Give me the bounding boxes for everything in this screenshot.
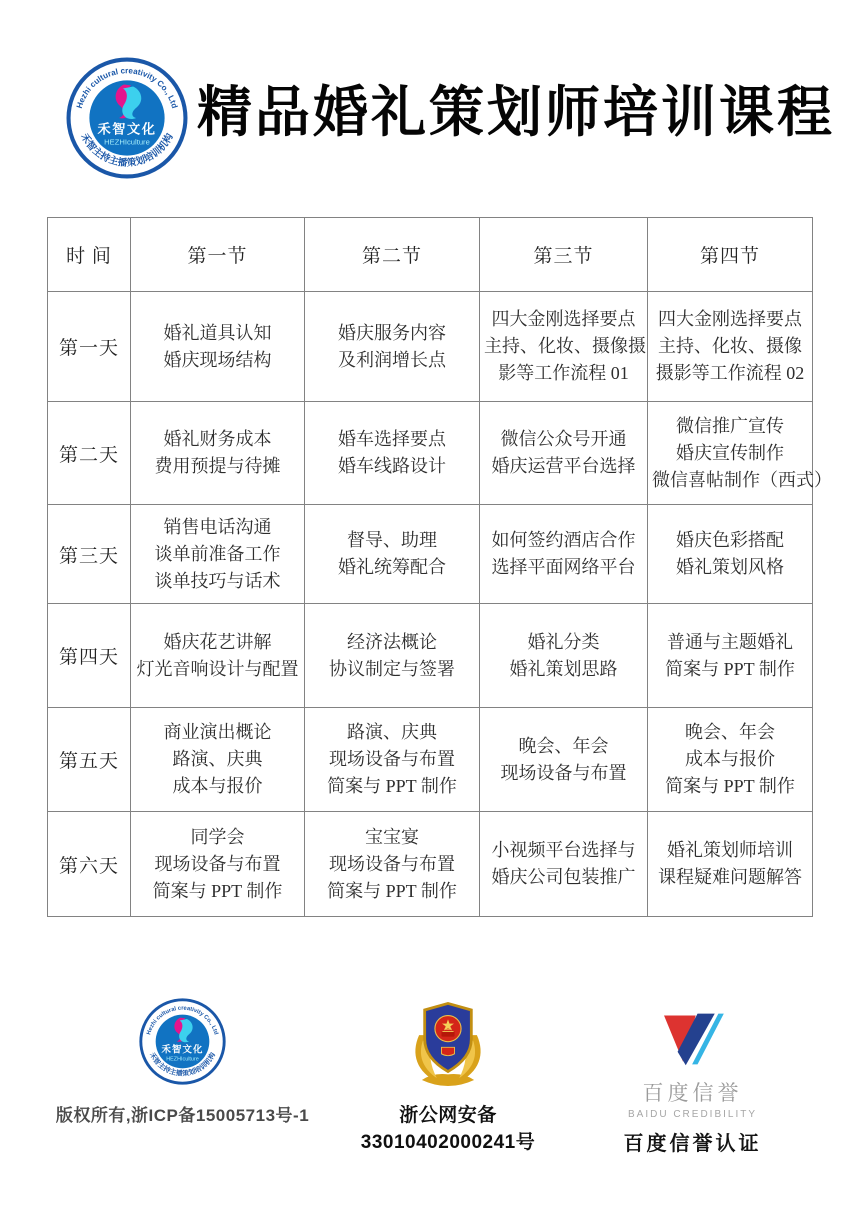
footer-baidu-block: [565, 993, 820, 1156]
table-header: [48, 218, 813, 292]
course-line: 及利润增长点: [338, 349, 446, 370]
course-line: 经济法概论: [347, 631, 437, 652]
course-line: 摄影等工作流程 02: [655, 363, 805, 383]
course-line: 婚礼财务成本: [163, 429, 272, 449]
course-line: 微信推广宣传: [676, 415, 784, 436]
course-schedule-table: [47, 217, 832, 917]
column-header-2: 第二节: [305, 218, 480, 292]
baidu-credibility-icon: [652, 1010, 734, 1068]
course-line: 四大金刚选择要点: [658, 309, 802, 329]
course-line: 简案与 PPT 制作: [327, 880, 457, 901]
table-row-day-4: [48, 604, 813, 708]
table-row-day-1: [48, 292, 813, 402]
course-line: 晚会、年会: [518, 735, 609, 756]
course-line: 路演、庆典: [347, 722, 437, 742]
course-cell: [305, 812, 480, 917]
course-line: 主持、化妆、摄像摄: [484, 336, 646, 356]
course-line: 婚庆服务内容: [338, 322, 446, 343]
course-cell: [648, 812, 813, 917]
course-line: 婚礼统筹配合: [338, 557, 446, 577]
course-line: 婚庆现场结构: [163, 349, 272, 370]
course-line: 婚车线路设计: [338, 456, 446, 476]
course-line: 婚庆色彩搭配: [676, 530, 784, 550]
course-line: 谈单前准备工作: [154, 543, 281, 564]
day-label: 第六天: [48, 812, 131, 917]
column-header-0: 时 间: [48, 218, 131, 292]
course-line: 微信公众号开通: [500, 429, 627, 449]
course-cell: [648, 292, 813, 402]
course-line: 婚礼策划风格: [676, 557, 784, 577]
course-line: 简案与 PPT 制作: [665, 776, 795, 796]
copyright-text: 版权所有,浙ICP备15005713号-1: [55, 1106, 310, 1125]
course-line: 成本与报价: [685, 749, 775, 769]
column-header-1: 第一节: [131, 218, 305, 292]
course-line: 商业演出概论: [163, 722, 272, 742]
table-row-day-6: [48, 812, 813, 917]
course-line: 微信喜帖制作（西式）: [652, 469, 832, 490]
footer-copyright-block: [55, 993, 310, 1126]
table-row-day-2: [48, 402, 813, 505]
course-line: 课程疑难问题解答: [658, 867, 802, 887]
course-line: 婚庆运营平台选择: [491, 456, 636, 476]
course-cell: [131, 402, 305, 505]
course-cell: [480, 402, 648, 505]
course-line: 小视频平台选择与: [491, 840, 636, 860]
course-line: 普通与主题婚礼: [667, 631, 793, 652]
course-line: 简案与 PPT 制作: [327, 776, 457, 796]
course-line: 四大金刚选择要点: [491, 309, 636, 329]
course-line: 同学会: [190, 826, 245, 847]
course-cell: [648, 708, 813, 812]
course-line: 督导、助理: [347, 530, 437, 550]
course-line: 如何签约酒店合作: [491, 530, 636, 550]
course-line: 宝宝宴: [365, 826, 419, 847]
footer-police-block: [320, 993, 576, 1154]
police-record-text: 浙公网安备 33010402000241号: [360, 1105, 536, 1153]
table-row-day-3: [48, 505, 813, 604]
police-badge-icon: [401, 996, 495, 1093]
baidu-name-cn: 百度信誉: [642, 1082, 743, 1105]
course-line: 婚庆宣传制作: [676, 442, 784, 463]
day-label: 第二天: [48, 402, 131, 505]
course-cell: [131, 292, 305, 402]
column-header-4: 第四节: [648, 218, 813, 292]
day-label: 第一天: [48, 292, 131, 402]
course-cell: [480, 812, 648, 917]
course-cell: [648, 402, 832, 505]
course-line: 谈单技巧与话术: [154, 570, 281, 591]
course-line: 影等工作流程 01: [498, 363, 629, 383]
column-header-3: 第三节: [480, 218, 648, 292]
baidu-name-en: BAIDU CREDIBILITY: [627, 1109, 758, 1120]
footer: [0, 993, 860, 1153]
company-logo: [66, 57, 188, 179]
course-line: 现场设备与布置: [500, 762, 627, 783]
course-cell: [131, 505, 305, 604]
table-row-day-5: [48, 708, 813, 812]
course-line: 灯光音响设计与配置: [136, 658, 299, 679]
course-line: 婚礼策划师培训: [667, 840, 793, 860]
course-cell: [131, 708, 305, 812]
course-line: 现场设备与布置: [154, 853, 281, 874]
course-cell: [305, 708, 480, 812]
course-cell: [648, 505, 813, 604]
course-line: 婚庆花艺讲解: [163, 631, 272, 652]
baidu-cert-text: 百度信誉认证: [623, 1133, 762, 1155]
course-cell: [480, 604, 648, 708]
course-line: 晚会、年会: [685, 722, 775, 742]
day-label: 第五天: [48, 708, 131, 812]
course-cell: [305, 604, 480, 708]
course-cell: [480, 292, 648, 402]
course-line: 成本与报价: [172, 776, 263, 796]
day-label: 第三天: [48, 505, 131, 604]
course-cell: [131, 604, 305, 708]
course-line: 销售电话沟通: [163, 516, 272, 537]
course-line: 婚车选择要点: [338, 429, 446, 449]
course-line: 协议制定与签署: [329, 658, 455, 679]
course-line: 费用预提与待摊: [154, 456, 281, 476]
course-line: 婚庆公司包装推广: [491, 867, 636, 887]
course-line: 主持、化妆、摄像: [658, 336, 802, 356]
course-cell: [305, 402, 480, 505]
course-cell: [305, 505, 480, 604]
course-line: 婚礼分类: [527, 631, 600, 652]
course-line: 婚礼道具认知: [163, 322, 272, 343]
course-line: 选择平面网络平台: [491, 557, 636, 577]
course-line: 简案与 PPT 制作: [665, 658, 795, 679]
course-line: 路演、庆典: [172, 749, 263, 769]
course-cell: [305, 292, 480, 402]
course-cell: [131, 812, 305, 917]
course-cell: [648, 604, 813, 708]
page-title: 精品婚礼策划师培训课程: [197, 82, 836, 143]
course-cell: [480, 505, 648, 604]
course-line: 现场设备与布置: [329, 853, 455, 874]
table-body: [48, 292, 832, 917]
footer-company-logo: [139, 998, 226, 1085]
course-line: 婚礼策划思路: [509, 658, 618, 679]
course-cell: [480, 708, 648, 812]
day-label: 第四天: [48, 604, 131, 708]
course-line: 现场设备与布置: [329, 749, 455, 769]
course-line: 简案与 PPT 制作: [152, 880, 283, 901]
